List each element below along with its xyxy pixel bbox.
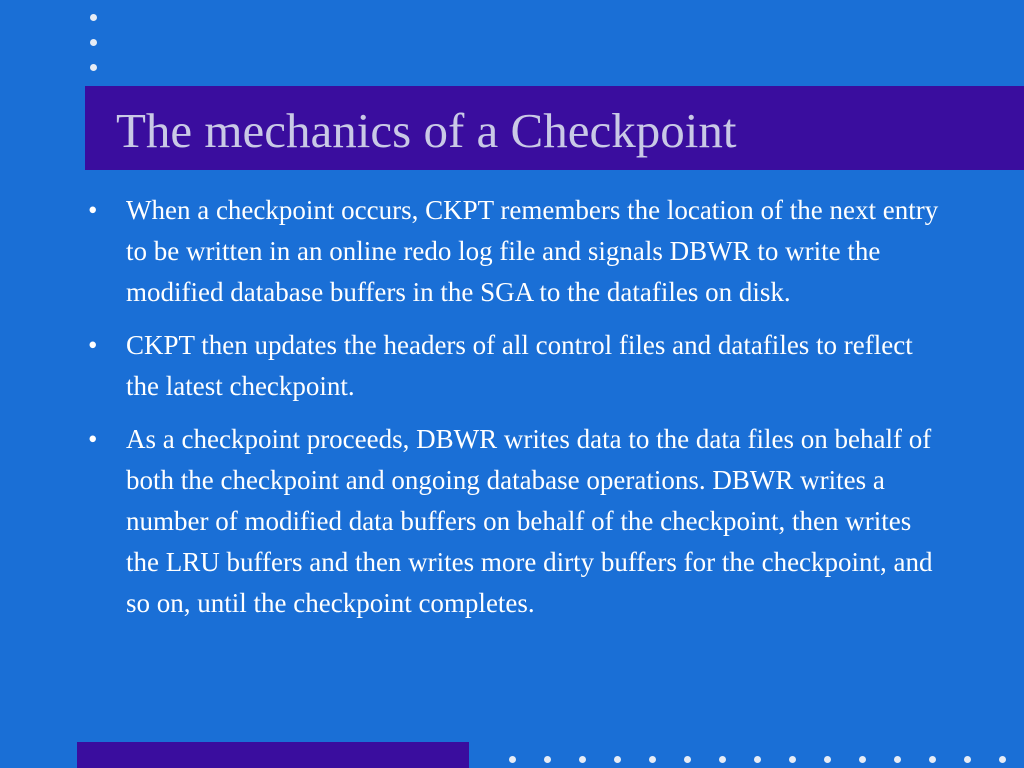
decorative-dot	[579, 756, 586, 763]
bullet-text: CKPT then updates the headers of all control files and datafiles to reflect the latest checkpoint.	[126, 330, 913, 401]
decorative-dot	[509, 756, 516, 763]
decorative-dot	[719, 756, 726, 763]
decorative-dot	[824, 756, 831, 763]
decorative-dot	[90, 14, 97, 21]
bullet-marker: •	[88, 330, 98, 360]
decorative-dot	[929, 756, 936, 763]
decorative-dot	[544, 756, 551, 763]
decorative-dot	[789, 756, 796, 763]
bullet-item	[85, 419, 945, 624]
bullet-list	[85, 190, 945, 636]
bullet-marker: •	[88, 424, 98, 454]
decorative-dot	[649, 756, 656, 763]
bullet-marker: •	[88, 195, 98, 225]
decorative-dot	[859, 756, 866, 763]
bullet-text: As a checkpoint proceeds, DBWR writes data to the data files on behalf of both the checkpoint and ongoing database operations. DBWR writes a number of modified data buffers on behalf of the checkpoint, then writes the LRU buffers and then writes more dirty buffers for the checkpoint, and so on, until the checkpoint completes.	[126, 424, 933, 618]
bullet-item	[85, 325, 945, 407]
bullet-text: When a checkpoint occurs, CKPT remembers the location of the next entry to be written in an online redo log file and signals DBWR to write the modified database buffers in the SGA to the datafiles on disk.	[126, 195, 939, 307]
slide-title: The mechanics of a Checkpoint	[116, 103, 737, 158]
bottom-bar	[77, 742, 469, 768]
decorative-dot	[754, 756, 761, 763]
decorative-dot	[614, 756, 621, 763]
decorative-dot	[90, 64, 97, 71]
decorative-dot	[999, 756, 1006, 763]
decorative-dot	[894, 756, 901, 763]
decorative-dot	[684, 756, 691, 763]
bullet-item	[85, 190, 945, 313]
decorative-dot	[964, 756, 971, 763]
decorative-dot	[90, 39, 97, 46]
